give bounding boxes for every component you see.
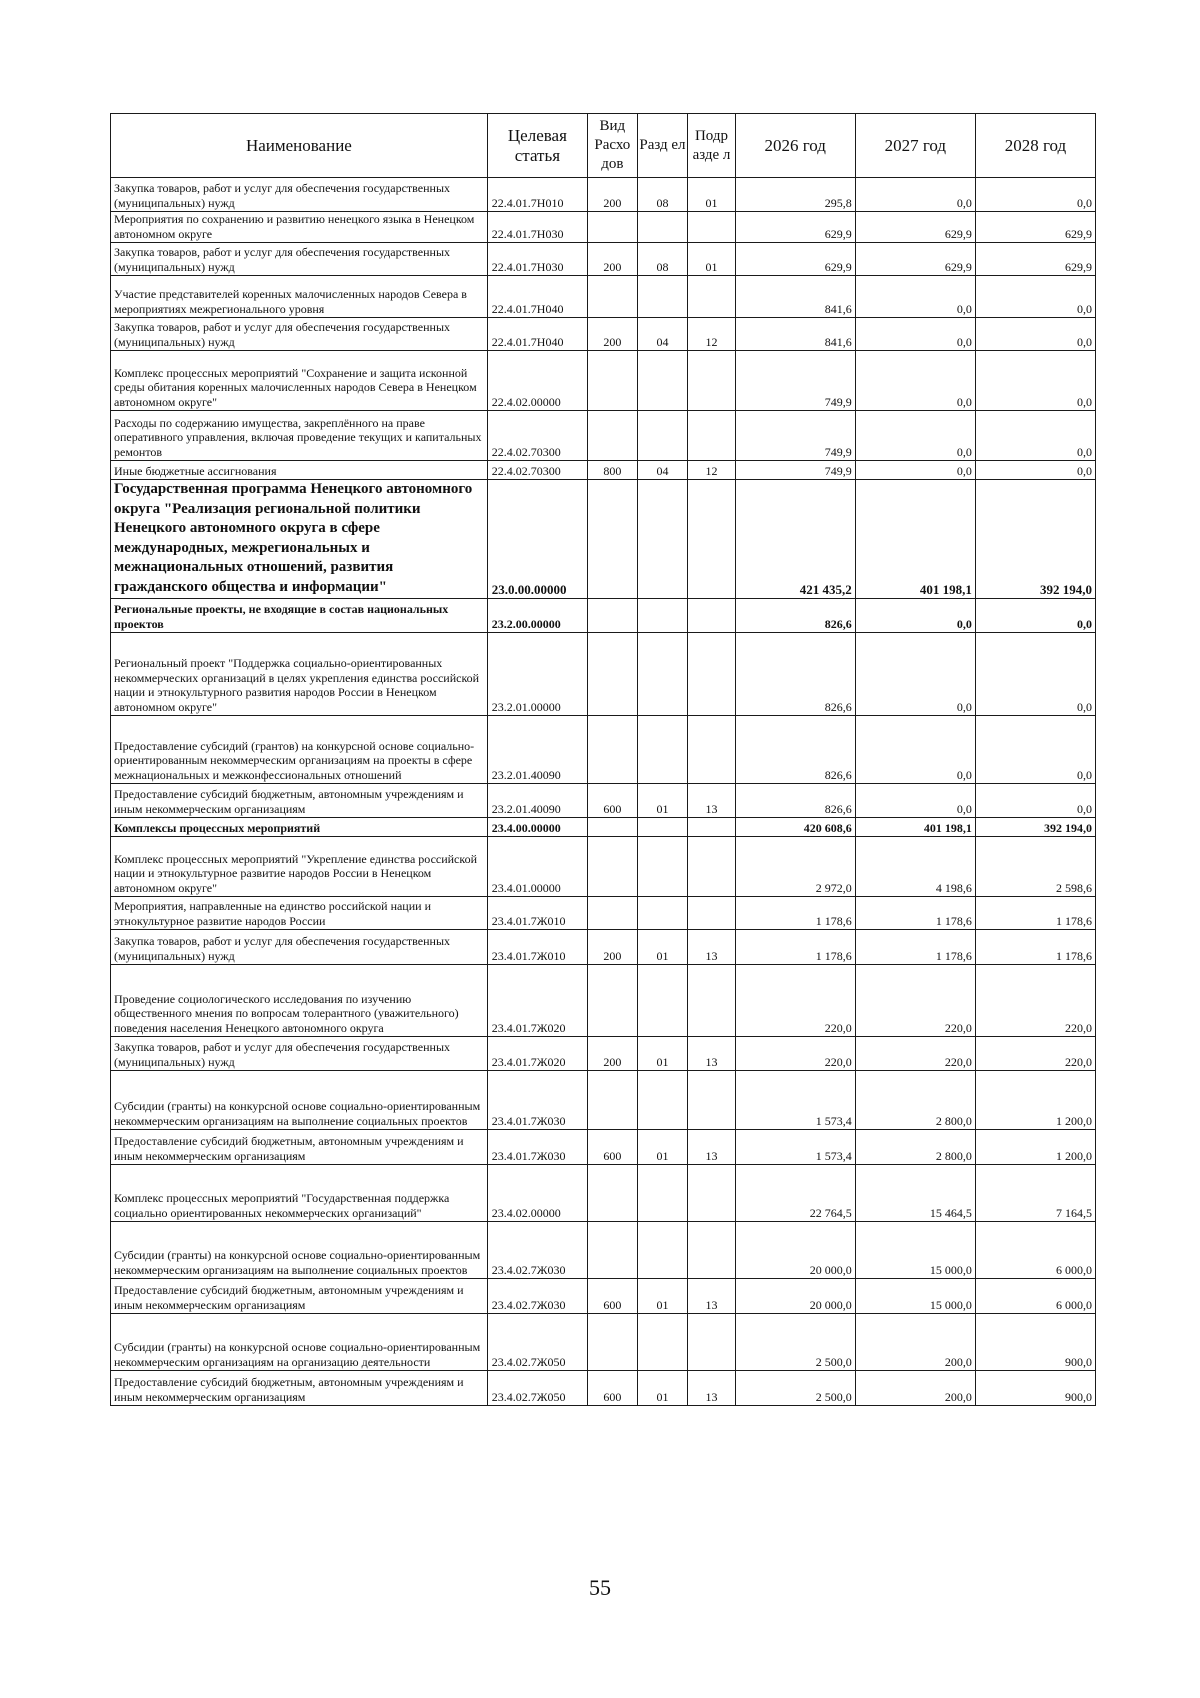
row-target-code: 23.4.01.7Ж030 bbox=[487, 1071, 587, 1130]
row-name: Комплекс процессных мероприятий "Сохранение и защита исконной среды обитания коренных малочисленных народов Севера в Ненецком автономном округе" bbox=[111, 351, 488, 411]
header-row bbox=[111, 114, 1096, 178]
row-2028: 392 194,0 bbox=[975, 480, 1095, 599]
row-2026: 295,8 bbox=[735, 178, 855, 212]
header-2026: 2026 год bbox=[735, 114, 855, 178]
row-2028: 0,0 bbox=[975, 599, 1095, 633]
row-podr: 12 bbox=[688, 461, 735, 480]
row-target-code: 23.4.01.7Ж020 bbox=[487, 1037, 587, 1071]
row-2028: 900,0 bbox=[975, 1371, 1095, 1406]
row-target-code: 23.4.02.7Ж050 bbox=[487, 1314, 587, 1371]
row-2027: 2 800,0 bbox=[855, 1071, 975, 1130]
row-vid: 200 bbox=[588, 178, 638, 212]
table-row bbox=[111, 716, 1096, 784]
row-razd bbox=[637, 1222, 688, 1279]
row-2028: 0,0 bbox=[975, 411, 1095, 461]
table-row bbox=[111, 243, 1096, 276]
row-razd bbox=[637, 1071, 688, 1130]
row-name: Предоставление субсидий бюджетным, автономным учреждениям и иным некоммерческим организациям bbox=[111, 1371, 488, 1406]
row-name: Мероприятия по сохранению и развитию ненецкого языка в Ненецком автономном округе bbox=[111, 212, 488, 243]
row-podr bbox=[688, 818, 735, 837]
row-target-code: 22.4.01.7Н040 bbox=[487, 318, 587, 351]
row-vid bbox=[588, 1071, 638, 1130]
row-vid bbox=[588, 716, 638, 784]
row-2027: 0,0 bbox=[855, 599, 975, 633]
header-target: Целевая статья bbox=[487, 114, 587, 178]
row-name: Субсидии (гранты) на конкурсной основе социально-ориентированным некоммерческим организациям на выполнение социальных проектов bbox=[111, 1071, 488, 1130]
row-name: Закупка товаров, работ и услуг для обеспечения государственных (муниципальных) нужд bbox=[111, 1037, 488, 1071]
row-2028: 1 178,6 bbox=[975, 930, 1095, 965]
table-row bbox=[111, 351, 1096, 411]
row-2027: 15 000,0 bbox=[855, 1279, 975, 1314]
row-name: Закупка товаров, работ и услуг для обеспечения государственных (муниципальных) нужд bbox=[111, 318, 488, 351]
row-2027: 0,0 bbox=[855, 784, 975, 818]
row-2028: 1 200,0 bbox=[975, 1130, 1095, 1165]
row-vid bbox=[588, 837, 638, 897]
row-2026: 629,9 bbox=[735, 212, 855, 243]
row-2028: 1 200,0 bbox=[975, 1071, 1095, 1130]
row-podr bbox=[688, 716, 735, 784]
row-2026: 20 000,0 bbox=[735, 1222, 855, 1279]
row-vid bbox=[588, 411, 638, 461]
row-2028: 6 000,0 bbox=[975, 1222, 1095, 1279]
table-row bbox=[111, 897, 1096, 930]
row-podr: 01 bbox=[688, 243, 735, 276]
row-name: Предоставление субсидий бюджетным, автономным учреждениям и иным некоммерческим организациям bbox=[111, 784, 488, 818]
row-2028: 220,0 bbox=[975, 1037, 1095, 1071]
row-name: Закупка товаров, работ и услуг для обеспечения государственных (муниципальных) нужд bbox=[111, 178, 488, 212]
row-podr: 13 bbox=[688, 1371, 735, 1406]
row-target-code: 23.4.01.7Ж030 bbox=[487, 1130, 587, 1165]
row-podr bbox=[688, 480, 735, 599]
header-2027: 2027 год bbox=[855, 114, 975, 178]
row-2026: 826,6 bbox=[735, 633, 855, 716]
table-row bbox=[111, 930, 1096, 965]
table-row bbox=[111, 461, 1096, 480]
row-razd bbox=[637, 1165, 688, 1222]
row-podr bbox=[688, 1071, 735, 1130]
row-vid bbox=[588, 1222, 638, 1279]
row-2026: 2 972,0 bbox=[735, 837, 855, 897]
row-name: Мероприятия, направленные на единство российской нации и этнокультурное развитие народов России bbox=[111, 897, 488, 930]
row-podr: 13 bbox=[688, 1037, 735, 1071]
row-name: Региональный проект "Поддержка социально-ориентированных некоммерческих организаций в целях укрепления единства российской нации и этнокультурного развития народов России в Ненецком автономном округе" bbox=[111, 633, 488, 716]
row-target-code: 22.4.01.7Н010 bbox=[487, 178, 587, 212]
table-row bbox=[111, 1037, 1096, 1071]
row-2027: 200,0 bbox=[855, 1371, 975, 1406]
table-row bbox=[111, 276, 1096, 318]
row-razd bbox=[637, 837, 688, 897]
row-2028: 629,9 bbox=[975, 212, 1095, 243]
row-2028: 0,0 bbox=[975, 318, 1095, 351]
row-2028: 0,0 bbox=[975, 351, 1095, 411]
row-2026: 421 435,2 bbox=[735, 480, 855, 599]
row-2027: 200,0 bbox=[855, 1314, 975, 1371]
row-2026: 1 178,6 bbox=[735, 897, 855, 930]
row-razd bbox=[637, 897, 688, 930]
row-2026: 220,0 bbox=[735, 965, 855, 1037]
row-razd bbox=[637, 212, 688, 243]
row-vid bbox=[588, 818, 638, 837]
row-2028: 2 598,6 bbox=[975, 837, 1095, 897]
row-2026: 220,0 bbox=[735, 1037, 855, 1071]
row-2027: 0,0 bbox=[855, 318, 975, 351]
table-row bbox=[111, 1071, 1096, 1130]
table-row bbox=[111, 1279, 1096, 1314]
row-2027: 220,0 bbox=[855, 965, 975, 1037]
row-target-code: 23.0.00.00000 bbox=[487, 480, 587, 599]
budget-table bbox=[110, 113, 1096, 1406]
row-podr bbox=[688, 1222, 735, 1279]
row-razd bbox=[637, 965, 688, 1037]
row-2026: 22 764,5 bbox=[735, 1165, 855, 1222]
row-2027: 1 178,6 bbox=[855, 897, 975, 930]
row-2026: 1 573,4 bbox=[735, 1071, 855, 1130]
row-name: Предоставление субсидий бюджетным, автономным учреждениям и иным некоммерческим организациям bbox=[111, 1130, 488, 1165]
row-podr bbox=[688, 276, 735, 318]
row-2028: 0,0 bbox=[975, 784, 1095, 818]
row-vid: 200 bbox=[588, 318, 638, 351]
row-razd: 01 bbox=[637, 1037, 688, 1071]
row-vid: 600 bbox=[588, 784, 638, 818]
row-2028: 0,0 bbox=[975, 633, 1095, 716]
row-vid: 600 bbox=[588, 1371, 638, 1406]
row-target-code: 23.4.02.7Ж030 bbox=[487, 1279, 587, 1314]
row-vid: 600 bbox=[588, 1279, 638, 1314]
row-name: Субсидии (гранты) на конкурсной основе социально-ориентированным некоммерческим организациям на выполнение социальных проектов bbox=[111, 1222, 488, 1279]
row-target-code: 23.4.02.7Ж050 bbox=[487, 1371, 587, 1406]
row-razd bbox=[637, 716, 688, 784]
row-vid: 800 bbox=[588, 461, 638, 480]
row-target-code: 23.4.01.7Ж010 bbox=[487, 897, 587, 930]
row-target-code: 23.4.00.00000 bbox=[487, 818, 587, 837]
row-name: Предоставление субсидий (грантов) на конкурсной основе социально-ориентированным некоммерческим организациям на проекты в сфере межнациональных и межконфессиональных отношений bbox=[111, 716, 488, 784]
row-2027: 1 178,6 bbox=[855, 930, 975, 965]
row-2027: 0,0 bbox=[855, 716, 975, 784]
row-razd bbox=[637, 818, 688, 837]
row-2026: 749,9 bbox=[735, 351, 855, 411]
row-razd bbox=[637, 411, 688, 461]
table-row bbox=[111, 784, 1096, 818]
row-podr bbox=[688, 411, 735, 461]
row-vid bbox=[588, 633, 638, 716]
row-razd: 01 bbox=[637, 930, 688, 965]
row-vid: 200 bbox=[588, 243, 638, 276]
row-name: Закупка товаров, работ и услуг для обеспечения государственных (муниципальных) нужд bbox=[111, 243, 488, 276]
row-2026: 420 608,6 bbox=[735, 818, 855, 837]
row-2028: 1 178,6 bbox=[975, 897, 1095, 930]
table-row bbox=[111, 1222, 1096, 1279]
header-2028: 2028 год bbox=[975, 114, 1095, 178]
row-2028: 6 000,0 bbox=[975, 1279, 1095, 1314]
row-target-code: 23.4.02.7Ж030 bbox=[487, 1222, 587, 1279]
row-name: Региональные проекты, не входящие в состав национальных проектов bbox=[111, 599, 488, 633]
row-target-code: 23.2.01.40090 bbox=[487, 716, 587, 784]
row-2027: 0,0 bbox=[855, 461, 975, 480]
row-2026: 841,6 bbox=[735, 318, 855, 351]
row-2028: 0,0 bbox=[975, 716, 1095, 784]
row-podr bbox=[688, 599, 735, 633]
table-row bbox=[111, 411, 1096, 461]
table-row bbox=[111, 1314, 1096, 1371]
row-target-code: 23.4.01.7Ж010 bbox=[487, 930, 587, 965]
table-row bbox=[111, 599, 1096, 633]
table-row bbox=[111, 965, 1096, 1037]
row-2026: 826,6 bbox=[735, 784, 855, 818]
row-2026: 749,9 bbox=[735, 411, 855, 461]
page-number: 55 bbox=[589, 1575, 611, 1600]
row-razd: 01 bbox=[637, 784, 688, 818]
row-2027: 15 000,0 bbox=[855, 1222, 975, 1279]
row-target-code: 23.2.01.40090 bbox=[487, 784, 587, 818]
row-podr bbox=[688, 633, 735, 716]
row-name: Государственная программа Ненецкого автономного округа "Реализация региональной политики Ненецкого автономного округа в сфере международных, межрегиональных и межнациональных отношений, развития гражданского общества и информации" bbox=[111, 480, 488, 599]
row-vid bbox=[588, 1314, 638, 1371]
row-razd: 08 bbox=[637, 243, 688, 276]
row-2028: 7 164,5 bbox=[975, 1165, 1095, 1222]
row-vid bbox=[588, 897, 638, 930]
header-podr: Подр азде л bbox=[688, 114, 735, 178]
row-target-code: 22.4.02.70300 bbox=[487, 411, 587, 461]
row-podr: 13 bbox=[688, 784, 735, 818]
row-2028: 629,9 bbox=[975, 243, 1095, 276]
row-vid bbox=[588, 351, 638, 411]
table-row bbox=[111, 633, 1096, 716]
row-2027: 2 800,0 bbox=[855, 1130, 975, 1165]
row-2026: 2 500,0 bbox=[735, 1371, 855, 1406]
row-podr bbox=[688, 965, 735, 1037]
row-2027: 629,9 bbox=[855, 212, 975, 243]
row-razd bbox=[637, 599, 688, 633]
row-razd bbox=[637, 1314, 688, 1371]
row-2026: 629,9 bbox=[735, 243, 855, 276]
row-2027: 220,0 bbox=[855, 1037, 975, 1071]
row-podr bbox=[688, 1165, 735, 1222]
row-2026: 20 000,0 bbox=[735, 1279, 855, 1314]
table-row bbox=[111, 1165, 1096, 1222]
row-2027: 401 198,1 bbox=[855, 480, 975, 599]
row-2027: 0,0 bbox=[855, 276, 975, 318]
row-vid bbox=[588, 1165, 638, 1222]
row-razd: 01 bbox=[637, 1130, 688, 1165]
row-razd bbox=[637, 633, 688, 716]
row-razd: 04 bbox=[637, 318, 688, 351]
row-2028: 0,0 bbox=[975, 276, 1095, 318]
row-name: Комплексы процессных мероприятий bbox=[111, 818, 488, 837]
row-name: Иные бюджетные ассигнования bbox=[111, 461, 488, 480]
row-vid bbox=[588, 599, 638, 633]
row-target-code: 22.4.02.70300 bbox=[487, 461, 587, 480]
row-2027: 0,0 bbox=[855, 178, 975, 212]
row-2027: 15 464,5 bbox=[855, 1165, 975, 1222]
row-2026: 1 178,6 bbox=[735, 930, 855, 965]
row-razd: 08 bbox=[637, 178, 688, 212]
header-name: Наименование bbox=[111, 114, 488, 178]
row-2026: 2 500,0 bbox=[735, 1314, 855, 1371]
row-podr bbox=[688, 1314, 735, 1371]
row-2028: 392 194,0 bbox=[975, 818, 1095, 837]
row-razd: 01 bbox=[637, 1279, 688, 1314]
row-target-code: 22.4.01.7Н030 bbox=[487, 212, 587, 243]
row-2027: 401 198,1 bbox=[855, 818, 975, 837]
row-podr bbox=[688, 837, 735, 897]
row-vid: 200 bbox=[588, 1037, 638, 1071]
row-name: Комплекс процессных мероприятий "Укрепление единства российской нации и этнокультурное развитие народов России в Ненецком автономном округе" bbox=[111, 837, 488, 897]
row-target-code: 23.4.01.7Ж020 bbox=[487, 965, 587, 1037]
row-name: Расходы по содержанию имущества, закреплённого на праве оперативного управления, включая проведение текущих и капитальных ремонтов bbox=[111, 411, 488, 461]
row-podr bbox=[688, 212, 735, 243]
table-row bbox=[111, 318, 1096, 351]
row-razd: 04 bbox=[637, 461, 688, 480]
table-row bbox=[111, 818, 1096, 837]
table-row bbox=[111, 480, 1096, 599]
row-name: Комплекс процессных мероприятий "Государственная поддержка социально ориентированных некоммерческих организаций" bbox=[111, 1165, 488, 1222]
row-2027: 629,9 bbox=[855, 243, 975, 276]
row-target-code: 22.4.01.7Н030 bbox=[487, 243, 587, 276]
row-target-code: 23.4.01.00000 bbox=[487, 837, 587, 897]
row-2027: 0,0 bbox=[855, 351, 975, 411]
header-razd: Разд ел bbox=[637, 114, 688, 178]
row-podr bbox=[688, 351, 735, 411]
row-name: Закупка товаров, работ и услуг для обеспечения государственных (муниципальных) нужд bbox=[111, 930, 488, 965]
row-vid bbox=[588, 276, 638, 318]
row-vid bbox=[588, 480, 638, 599]
row-podr: 13 bbox=[688, 930, 735, 965]
row-vid bbox=[588, 212, 638, 243]
row-2028: 0,0 bbox=[975, 461, 1095, 480]
row-podr: 13 bbox=[688, 1130, 735, 1165]
row-2028: 900,0 bbox=[975, 1314, 1095, 1371]
table-row bbox=[111, 1371, 1096, 1406]
table-row bbox=[111, 837, 1096, 897]
row-2028: 220,0 bbox=[975, 965, 1095, 1037]
row-vid bbox=[588, 965, 638, 1037]
row-razd bbox=[637, 480, 688, 599]
row-2027: 0,0 bbox=[855, 633, 975, 716]
row-name: Субсидии (гранты) на конкурсной основе социально-ориентированным некоммерческим организациям на организацию деятельности bbox=[111, 1314, 488, 1371]
row-target-code: 22.4.02.00000 bbox=[487, 351, 587, 411]
row-target-code: 23.2.01.00000 bbox=[487, 633, 587, 716]
row-2026: 841,6 bbox=[735, 276, 855, 318]
header-vid: Вид Расхо дов bbox=[588, 114, 638, 178]
row-2028: 0,0 bbox=[975, 178, 1095, 212]
row-2027: 0,0 bbox=[855, 411, 975, 461]
row-vid: 200 bbox=[588, 930, 638, 965]
table-row bbox=[111, 212, 1096, 243]
row-name: Участие представителей коренных малочисленных народов Севера в мероприятиях межрегионального уровня bbox=[111, 276, 488, 318]
row-podr: 12 bbox=[688, 318, 735, 351]
row-name: Предоставление субсидий бюджетным, автономным учреждениям и иным некоммерческим организациям bbox=[111, 1279, 488, 1314]
row-name: Проведение социологического исследования по изучению общественного мнения по вопросам толерантного (уважительного) поведения населения Ненецкого автономного округа bbox=[111, 965, 488, 1037]
row-2026: 1 573,4 bbox=[735, 1130, 855, 1165]
row-razd bbox=[637, 276, 688, 318]
row-razd: 01 bbox=[637, 1371, 688, 1406]
row-target-code: 23.2.00.00000 bbox=[487, 599, 587, 633]
row-target-code: 23.4.02.00000 bbox=[487, 1165, 587, 1222]
row-podr bbox=[688, 897, 735, 930]
row-2026: 826,6 bbox=[735, 716, 855, 784]
row-2027: 4 198,6 bbox=[855, 837, 975, 897]
row-razd bbox=[637, 351, 688, 411]
row-vid: 600 bbox=[588, 1130, 638, 1165]
table-row bbox=[111, 1130, 1096, 1165]
row-podr: 13 bbox=[688, 1279, 735, 1314]
row-podr: 01 bbox=[688, 178, 735, 212]
row-2026: 826,6 bbox=[735, 599, 855, 633]
table-row bbox=[111, 178, 1096, 212]
row-target-code: 22.4.01.7Н040 bbox=[487, 276, 587, 318]
row-2026: 749,9 bbox=[735, 461, 855, 480]
